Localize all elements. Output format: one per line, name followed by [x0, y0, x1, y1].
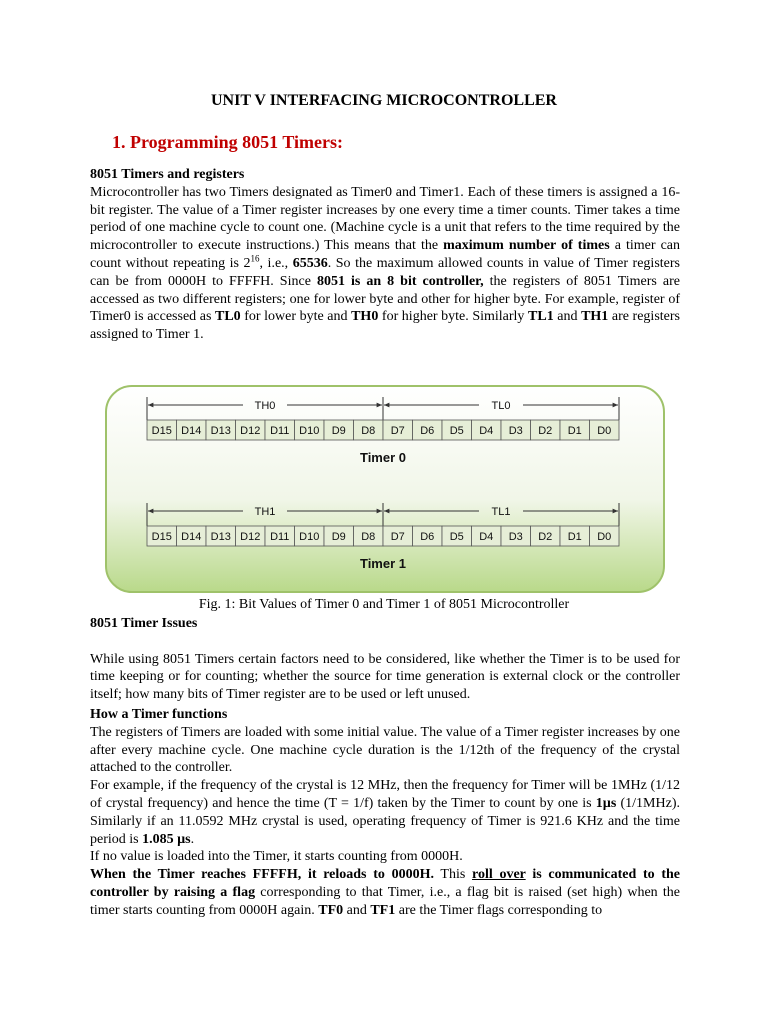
- bit-label: D13: [210, 425, 231, 437]
- bit-label: D8: [361, 531, 376, 543]
- section-title: [112, 132, 343, 153]
- low-byte-label: TL0: [491, 400, 511, 412]
- bit-label: D5: [449, 425, 464, 437]
- bit-label: D6: [420, 425, 435, 437]
- bit-label: D10: [299, 531, 320, 543]
- unit-title: UNIT V INTERFACING MICROCONTROLLER: [211, 92, 557, 109]
- bit-label: D1: [567, 531, 582, 543]
- timer-issues-heading: 8051 Timer Issues: [90, 616, 198, 631]
- bit-label: D7: [390, 531, 405, 543]
- high-byte-label: TH0: [254, 400, 276, 412]
- bit-label: D2: [538, 531, 553, 543]
- low-byte-label: TL1: [491, 506, 511, 518]
- timer-functions-paragraph-4: When the Timer reaches FFFFH, it reloads to 0000H. This roll over is communicated to the controller by raising a flag corresponding to that Timer, i.e., a flag bit is raised (set high) when the timer starts counting from 0000H again. TF0 and TF1 are the Timer flags corresponding to: [90, 867, 680, 918]
- timer-name-label: Timer 1: [359, 556, 407, 571]
- bit-label: D8: [361, 425, 376, 437]
- bit-label: D3: [508, 531, 523, 543]
- bit-label: D12: [240, 531, 261, 543]
- bit-label: D5: [449, 531, 464, 543]
- bit-label: D4: [479, 531, 494, 543]
- timer-functions-paragraph-3: If no value is loaded into the Timer, it starts counting from 0000H.: [90, 849, 463, 865]
- bit-label: D0: [597, 425, 612, 437]
- bit-label: D7: [390, 425, 405, 437]
- bit-label: D6: [420, 531, 435, 543]
- timers-registers-paragraph: Microcontroller has two Timers designated as Timer0 and Timer1. Each of these timers is assigned a 16-bit register. The value of a Timer register increases by one every time a timer counts. Timer takes a time period of one machine cycle to count one. (Machine cycle is a unit that refers to the time required by the microcontroller to execute instructions.) This means that the maximum number of times a timer can count without repeating is $2^{16}$, i.e., 65536. So the maximum allowed counts in value of Timer registers can be from 0000H to FFFFH. Since 8051 is an 8 bit controller, the registers of 8051 Timers are accessed as two different registers; one for lower byte and other for higher byte. For example, register of Timer0 is accessed as TL0 for lower byte and TH0 for higher byte. Similarly TL1 and TH1 are registers assigned to Timer 1.: [90, 184, 680, 343]
- bit-label: D1: [567, 425, 582, 437]
- bit-label: D15: [151, 531, 172, 543]
- spacer: [90, 633, 680, 651]
- timer-bits-diagram: [105, 385, 665, 595]
- bit-label: D9: [331, 425, 346, 437]
- bit-label: D12: [240, 425, 261, 437]
- timers-registers-section: [90, 166, 680, 344]
- bit-label: D14: [181, 531, 202, 543]
- bit-label: D9: [331, 531, 346, 543]
- section-number: 1.: [112, 132, 126, 152]
- bit-label: D0: [597, 531, 612, 543]
- bit-label: D13: [210, 531, 231, 543]
- timer-functions-paragraph-2: For example, if the frequency of the crystal is 12 MHz, then the frequency for Timer will be 1MHz (1/12 of crystal frequency) and hence the time (T = 1/f) taken by the Timer to count by one is 1µs (1/1MHz). Similarly if an 11.0592 MHz crystal is used, operating frequency of Timer is 921.6 KHz and the time period is 1.085 µs.: [90, 778, 680, 847]
- bit-label: D14: [181, 425, 202, 437]
- bit-label: D4: [479, 425, 494, 437]
- bit-label: D10: [299, 425, 320, 437]
- timer-issues-paragraph: While using 8051 Timers certain factors need to be considered, like whether the Timer is to be used for time keeping or for counting; whether the source for time generation is external clock or the controller itself; how many bits of Timer register are to be used or left unused.: [90, 651, 680, 703]
- timer-functions-heading: How a Timer functions: [90, 707, 228, 722]
- figure-caption: Fig. 1: Bit Values of Timer 0 and Timer 1 of 8051 Microcontroller: [198, 597, 570, 612]
- bit-label: D11: [270, 425, 290, 437]
- timer-functions-paragraph-1: The registers of Timers are loaded with some initial value. The value of a Timer register increases by one after every machine cycle. One machine cycle duration is the 1/12th of the frequency of the crystal attached to the controller.: [90, 724, 680, 776]
- section-heading: Programming 8051 Timers:: [130, 132, 343, 152]
- bit-label: D15: [151, 425, 172, 437]
- timer-functions-section: [90, 706, 680, 920]
- high-byte-label: TH1: [254, 506, 276, 518]
- bit-label: D2: [538, 425, 553, 437]
- bit-label: D3: [508, 425, 523, 437]
- timer-name-label: Timer 0: [359, 450, 407, 465]
- timer-issues-section: [90, 615, 680, 704]
- timers-registers-heading: 8051 Timers and registers: [90, 167, 245, 182]
- bit-label: D11: [270, 531, 290, 543]
